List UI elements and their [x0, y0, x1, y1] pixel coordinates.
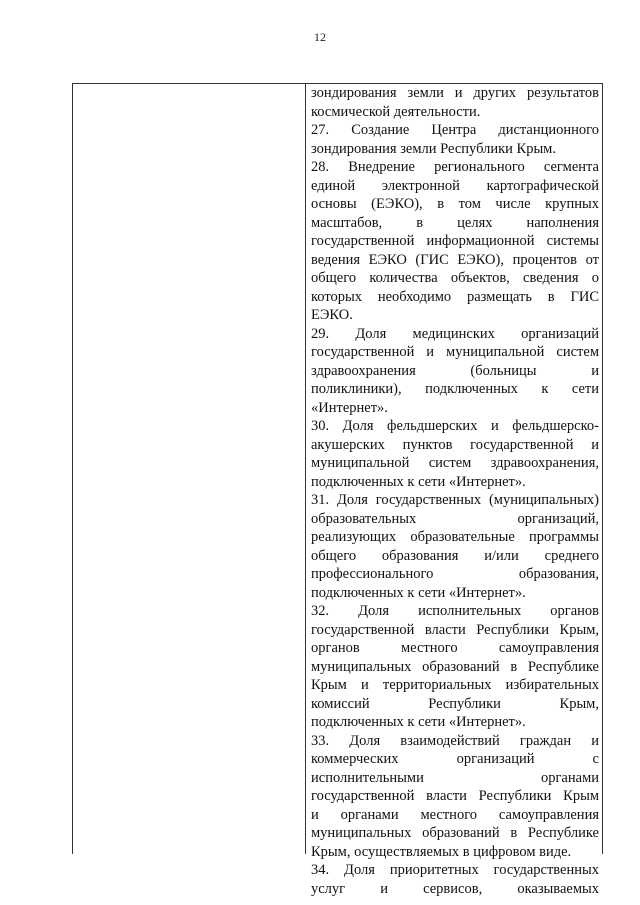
- text-line: 31. Доля государственных (муниципальных): [311, 492, 599, 508]
- text-line: Крым, осуществляемых в цифровом виде.: [311, 843, 572, 860]
- text-line: ЕЭКО.: [311, 307, 353, 323]
- text-line: реализующих образовательные программы: [311, 529, 599, 545]
- text-line: зондирования земли и других результатов: [311, 85, 599, 101]
- text-line: зондирования земли Республики Крым.: [311, 140, 556, 157]
- text-line: 27. Создание Центра дистанционного: [311, 122, 599, 138]
- text-line: которых необходимо размещать в ГИС: [311, 288, 599, 305]
- page-number: 12: [314, 30, 326, 44]
- document-table: [72, 83, 603, 897]
- text-line: профессионального образования,: [311, 566, 599, 582]
- text-line: государственной и муниципальной систем: [311, 344, 599, 360]
- text-line: 29. Доля медицинских организаций: [311, 325, 599, 342]
- text-line: единой электронной картографической: [311, 177, 599, 194]
- text-line: масштабов, в целях наполнения: [311, 214, 599, 231]
- text-line: акушерских пунктов государственной и: [311, 436, 599, 453]
- text-line: общего количества объектов, сведения о: [311, 270, 599, 286]
- text-line: поликлиники), подключенных к сети: [311, 381, 599, 397]
- table-cell-left: [73, 84, 306, 854]
- text-line: исполнительными органами: [311, 769, 599, 786]
- text-line: основы (ЕЭКО), в том числе крупных: [311, 196, 599, 212]
- text-line: муниципальной систем здравоохранения,: [311, 455, 599, 471]
- text-line: государственной власти Республики Крым: [311, 788, 599, 804]
- table-cell-right: [306, 84, 602, 897]
- text-line: Крым и территориальных избирательных: [311, 677, 599, 693]
- text-line: муниципальных образований в Республике: [311, 825, 599, 841]
- text-line: коммерческих организаций с: [311, 751, 599, 767]
- text-line: комиссий Республики Крым,: [311, 695, 599, 712]
- text-line: «Интернет».: [311, 399, 388, 416]
- text-line: ведения ЕЭКО (ГИС ЕЭКО), процентов от: [311, 251, 599, 268]
- text-line: государственной власти Республики Крым,: [311, 621, 599, 638]
- text-line: образовательных организаций,: [311, 510, 599, 527]
- text-line: органов местного самоуправления: [311, 640, 599, 656]
- text-line: и органами местного самоуправления: [311, 806, 599, 823]
- text-line: подключенных к сети «Интернет».: [311, 714, 526, 730]
- text-line: муниципальных образований в Республике: [311, 658, 599, 675]
- text-line: услуг и сервисов, оказываемых: [311, 880, 599, 897]
- text-line: государственной информационной системы: [311, 233, 599, 249]
- text-line: 33. Доля взаимодействий граждан и: [311, 732, 599, 749]
- text-line: здравоохранения (больницы и: [311, 362, 599, 379]
- text-line: подключенных к сети «Интернет».: [311, 584, 526, 601]
- text-line: 28. Внедрение регионального сегмента: [311, 159, 599, 175]
- text-line: общего образования и/или среднего: [311, 547, 599, 564]
- text-line: 34. Доля приоритетных государственных: [311, 862, 599, 878]
- text-line: 32. Доля исполнительных органов: [311, 603, 599, 619]
- text-line: подключенных к сети «Интернет».: [311, 473, 526, 490]
- text-line: космической деятельности.: [311, 103, 481, 120]
- text-line: 30. Доля фельдшерских и фельдшерско-: [311, 418, 599, 434]
